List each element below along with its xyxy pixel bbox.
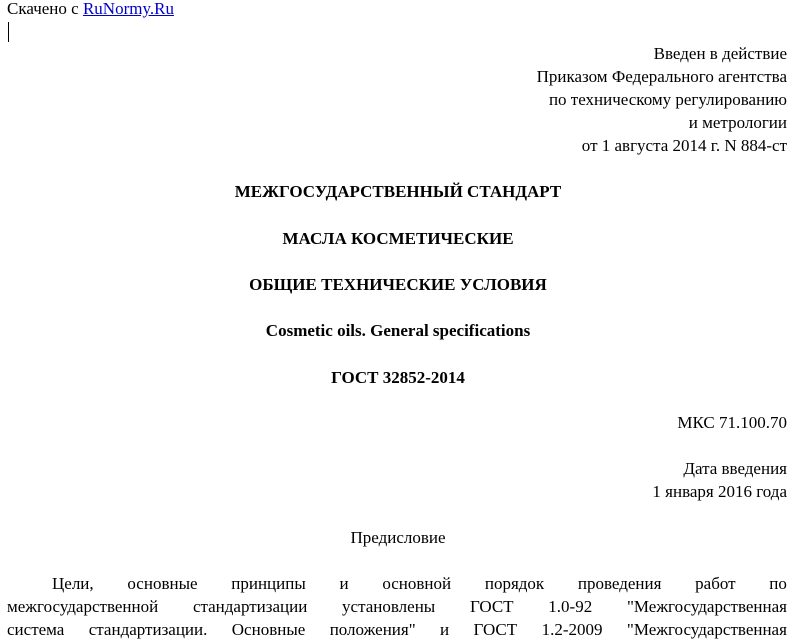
paragraph-word: 1.0-92 — [548, 597, 593, 616]
paragraph-word: порядок — [484, 574, 545, 593]
source-prefix: Скачено с — [7, 0, 83, 18]
effective-date-block — [652, 457, 787, 503]
paragraph-line — [7, 618, 787, 641]
paragraph-word: "Межгосударственная — [626, 597, 787, 616]
paragraph-word: Цели, — [52, 574, 94, 593]
paragraph-word: основные — [127, 574, 198, 593]
paragraph-word: основной — [382, 574, 452, 593]
paragraph-word: проведения — [577, 574, 662, 593]
mks-code: МКС 71.100.70 — [677, 413, 787, 432]
paragraph-word: 1.2-2009 — [541, 620, 603, 639]
paragraph-word: установлены — [342, 597, 436, 616]
standard-english-title: Cosmetic oils. General specifications — [265, 321, 531, 340]
preface-paragraph — [7, 572, 787, 641]
paragraph-word: стандартизации — [192, 597, 308, 616]
preface-heading: Предисловие — [350, 528, 446, 547]
text-cursor — [8, 22, 9, 42]
paragraph-word: работ — [695, 574, 736, 593]
enactment-line: по техническому регулированию — [548, 90, 787, 109]
paragraph-word: стандартизации. — [88, 620, 208, 639]
paragraph-word: и — [440, 620, 450, 639]
paragraph-word: по — [769, 574, 787, 593]
paragraph-word: ГОСТ — [473, 620, 518, 639]
paragraph-word: и — [339, 574, 349, 593]
standard-kind: МЕЖГОСУДАРСТВЕННЫЙ СТАНДАРТ — [234, 182, 562, 201]
paragraph-word: межгосударственной — [7, 597, 159, 616]
enactment-line: и метрологии — [688, 113, 787, 132]
enactment-line: Введен в действие — [653, 44, 787, 63]
source-line — [7, 0, 174, 20]
paragraph-word: "Межгосударственная — [626, 620, 787, 639]
paragraph-word: ГОСТ — [469, 597, 514, 616]
enactment-line: от 1 августа 2014 г. N 884-ст — [581, 136, 787, 155]
paragraph-word: система — [7, 620, 65, 639]
enactment-block — [537, 42, 787, 157]
effective-date-value: 1 января 2016 года — [652, 482, 787, 501]
source-link[interactable]: RuNormy.Ru — [82, 0, 174, 18]
standard-code: ГОСТ 32852-2014 — [331, 368, 465, 387]
paragraph-line — [7, 572, 787, 595]
paragraph-word: принципы — [231, 574, 306, 593]
paragraph-line — [7, 595, 787, 618]
paragraph-word: положения" — [329, 620, 416, 639]
paragraph-word: Основные — [231, 620, 306, 639]
standard-name: МАСЛА КОСМЕТИЧЕСКИЕ — [282, 229, 514, 248]
enactment-line: Приказом Федерального агентства — [536, 67, 787, 86]
standard-subtitle: ОБЩИЕ ТЕХНИЧЕСКИЕ УСЛОВИЯ — [249, 275, 547, 294]
effective-date-label: Дата введения — [683, 459, 787, 478]
